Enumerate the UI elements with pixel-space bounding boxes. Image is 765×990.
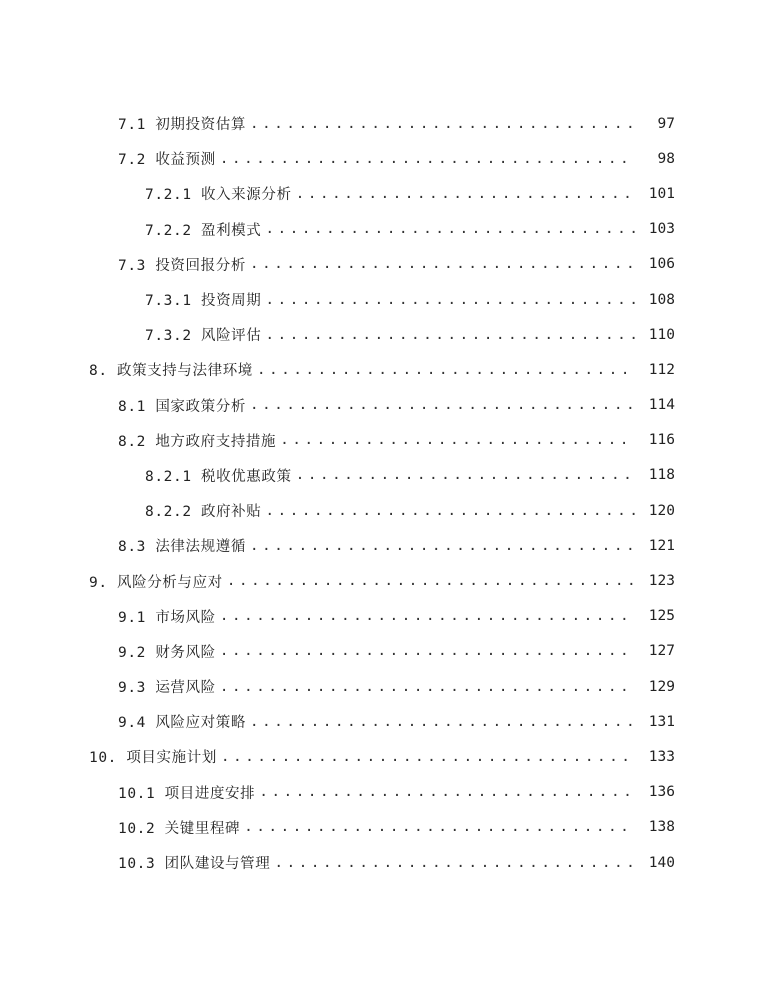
- toc-entry-label: 8.1 国家政策分析: [118, 395, 250, 416]
- toc-page-number: 103: [648, 221, 675, 238]
- toc-dot-leader: [220, 678, 635, 696]
- toc-dot-leader: [274, 854, 635, 872]
- toc-entry-7-3[interactable]: [0, 247, 765, 282]
- toc-entry-label: 10.2 关键里程碑: [118, 817, 244, 838]
- toc-page-number: 110: [648, 326, 675, 343]
- toc-dot-leader: [220, 642, 635, 660]
- toc-dot-leader: [296, 185, 635, 203]
- toc-entry-9-1[interactable]: [0, 599, 765, 634]
- toc-dot-leader: [220, 607, 635, 625]
- toc-dot-leader: [296, 466, 635, 484]
- toc-dot-leader: [250, 396, 635, 414]
- toc-page-number: 112: [648, 361, 675, 378]
- toc-page-number: 125: [648, 608, 675, 625]
- toc-entry-7-1[interactable]: [0, 106, 765, 141]
- toc-entry-10-2[interactable]: [0, 810, 765, 845]
- toc-dot-leader: [259, 783, 635, 801]
- toc-entry-7-2-2[interactable]: [0, 212, 765, 247]
- toc-entry-10[interactable]: [0, 739, 765, 774]
- toc-page-number: 140: [648, 854, 675, 871]
- toc-entry-7-3-2[interactable]: [0, 317, 765, 352]
- toc-entry-9-4[interactable]: [0, 704, 765, 739]
- toc-dot-leader: [265, 502, 635, 520]
- toc-page-number: 127: [648, 643, 675, 660]
- toc-dot-leader: [250, 713, 635, 731]
- toc-entry-8[interactable]: [0, 352, 765, 387]
- toc-page-number: 136: [648, 784, 675, 801]
- toc-entry-label: 10.3 团队建设与管理: [118, 852, 274, 873]
- toc-entry-label: 7.3.1 投资周期: [145, 289, 265, 310]
- toc-page-number: 108: [648, 291, 675, 308]
- toc-page-number: 121: [648, 537, 675, 554]
- toc-entry-label: 7.2 收益预测: [118, 148, 220, 169]
- toc-entry-8-2-1[interactable]: [0, 458, 765, 493]
- toc-entry-10-1[interactable]: [0, 775, 765, 810]
- toc-entry-9[interactable]: [0, 563, 765, 598]
- toc-dot-leader: [221, 748, 635, 766]
- toc-entry-9-3[interactable]: [0, 669, 765, 704]
- toc-entry-7-2-1[interactable]: [0, 176, 765, 211]
- toc-entry-label: 7.2.1 收入来源分析: [145, 183, 296, 204]
- toc-page-number: 98: [657, 150, 675, 167]
- toc-entry-8-1[interactable]: [0, 388, 765, 423]
- toc-dot-leader: [257, 361, 635, 379]
- toc-page-number: 129: [648, 678, 675, 695]
- toc-entry-label: 9. 风险分析与应对: [89, 571, 227, 592]
- table-of-contents: [0, 106, 765, 880]
- toc-entry-8-3[interactable]: [0, 528, 765, 563]
- toc-page-number: 120: [648, 502, 675, 519]
- toc-dot-leader: [265, 291, 635, 309]
- toc-page-number: 138: [648, 819, 675, 836]
- toc-entry-label: 8.2 地方政府支持措施: [118, 430, 280, 451]
- toc-entry-label: 9.4 风险应对策略: [118, 711, 250, 732]
- toc-entry-label: 7.3 投资回报分析: [118, 254, 250, 275]
- toc-entry-8-2[interactable]: [0, 423, 765, 458]
- toc-entry-label: 10.1 项目进度安排: [118, 782, 259, 803]
- toc-entry-label: 9.1 市场风险: [118, 606, 220, 627]
- toc-entry-label: 8.3 法律法规遵循: [118, 535, 250, 556]
- toc-entry-10-3[interactable]: [0, 845, 765, 880]
- toc-dot-leader: [227, 572, 635, 590]
- toc-dot-leader: [280, 431, 635, 449]
- toc-entry-label: 8.2.1 税收优惠政策: [145, 465, 296, 486]
- toc-entry-8-2-2[interactable]: [0, 493, 765, 528]
- toc-page-number: 123: [648, 573, 675, 590]
- toc-entry-label: 10. 项目实施计划: [89, 746, 221, 767]
- toc-page-number: 133: [648, 748, 675, 765]
- toc-entry-label: 9.2 财务风险: [118, 641, 220, 662]
- toc-entry-label: 8.2.2 政府补贴: [145, 500, 265, 521]
- toc-page-number: 118: [648, 467, 675, 484]
- toc-dot-leader: [220, 150, 635, 168]
- toc-entry-label: 7.2.2 盈利模式: [145, 219, 265, 240]
- toc-page-number: 101: [648, 185, 675, 202]
- toc-page-number: 131: [648, 713, 675, 730]
- toc-entry-7-2[interactable]: [0, 141, 765, 176]
- toc-entry-9-2[interactable]: [0, 634, 765, 669]
- toc-entry-label: 7.3.2 风险评估: [145, 324, 265, 345]
- toc-entry-label: 9.3 运营风险: [118, 676, 220, 697]
- toc-entry-7-3-1[interactable]: [0, 282, 765, 317]
- toc-dot-leader: [265, 326, 635, 344]
- toc-entry-label: 8. 政策支持与法律环境: [89, 359, 257, 380]
- toc-dot-leader: [250, 255, 635, 273]
- toc-entry-label: 7.1 初期投资估算: [118, 113, 250, 134]
- toc-page-number: 97: [657, 115, 675, 132]
- toc-dot-leader: [250, 537, 635, 555]
- toc-dot-leader: [265, 220, 635, 238]
- toc-page-number: 106: [648, 256, 675, 273]
- toc-page-number: 114: [648, 397, 675, 414]
- toc-dot-leader: [244, 818, 635, 836]
- toc-dot-leader: [250, 115, 635, 133]
- toc-page-number: 116: [648, 432, 675, 449]
